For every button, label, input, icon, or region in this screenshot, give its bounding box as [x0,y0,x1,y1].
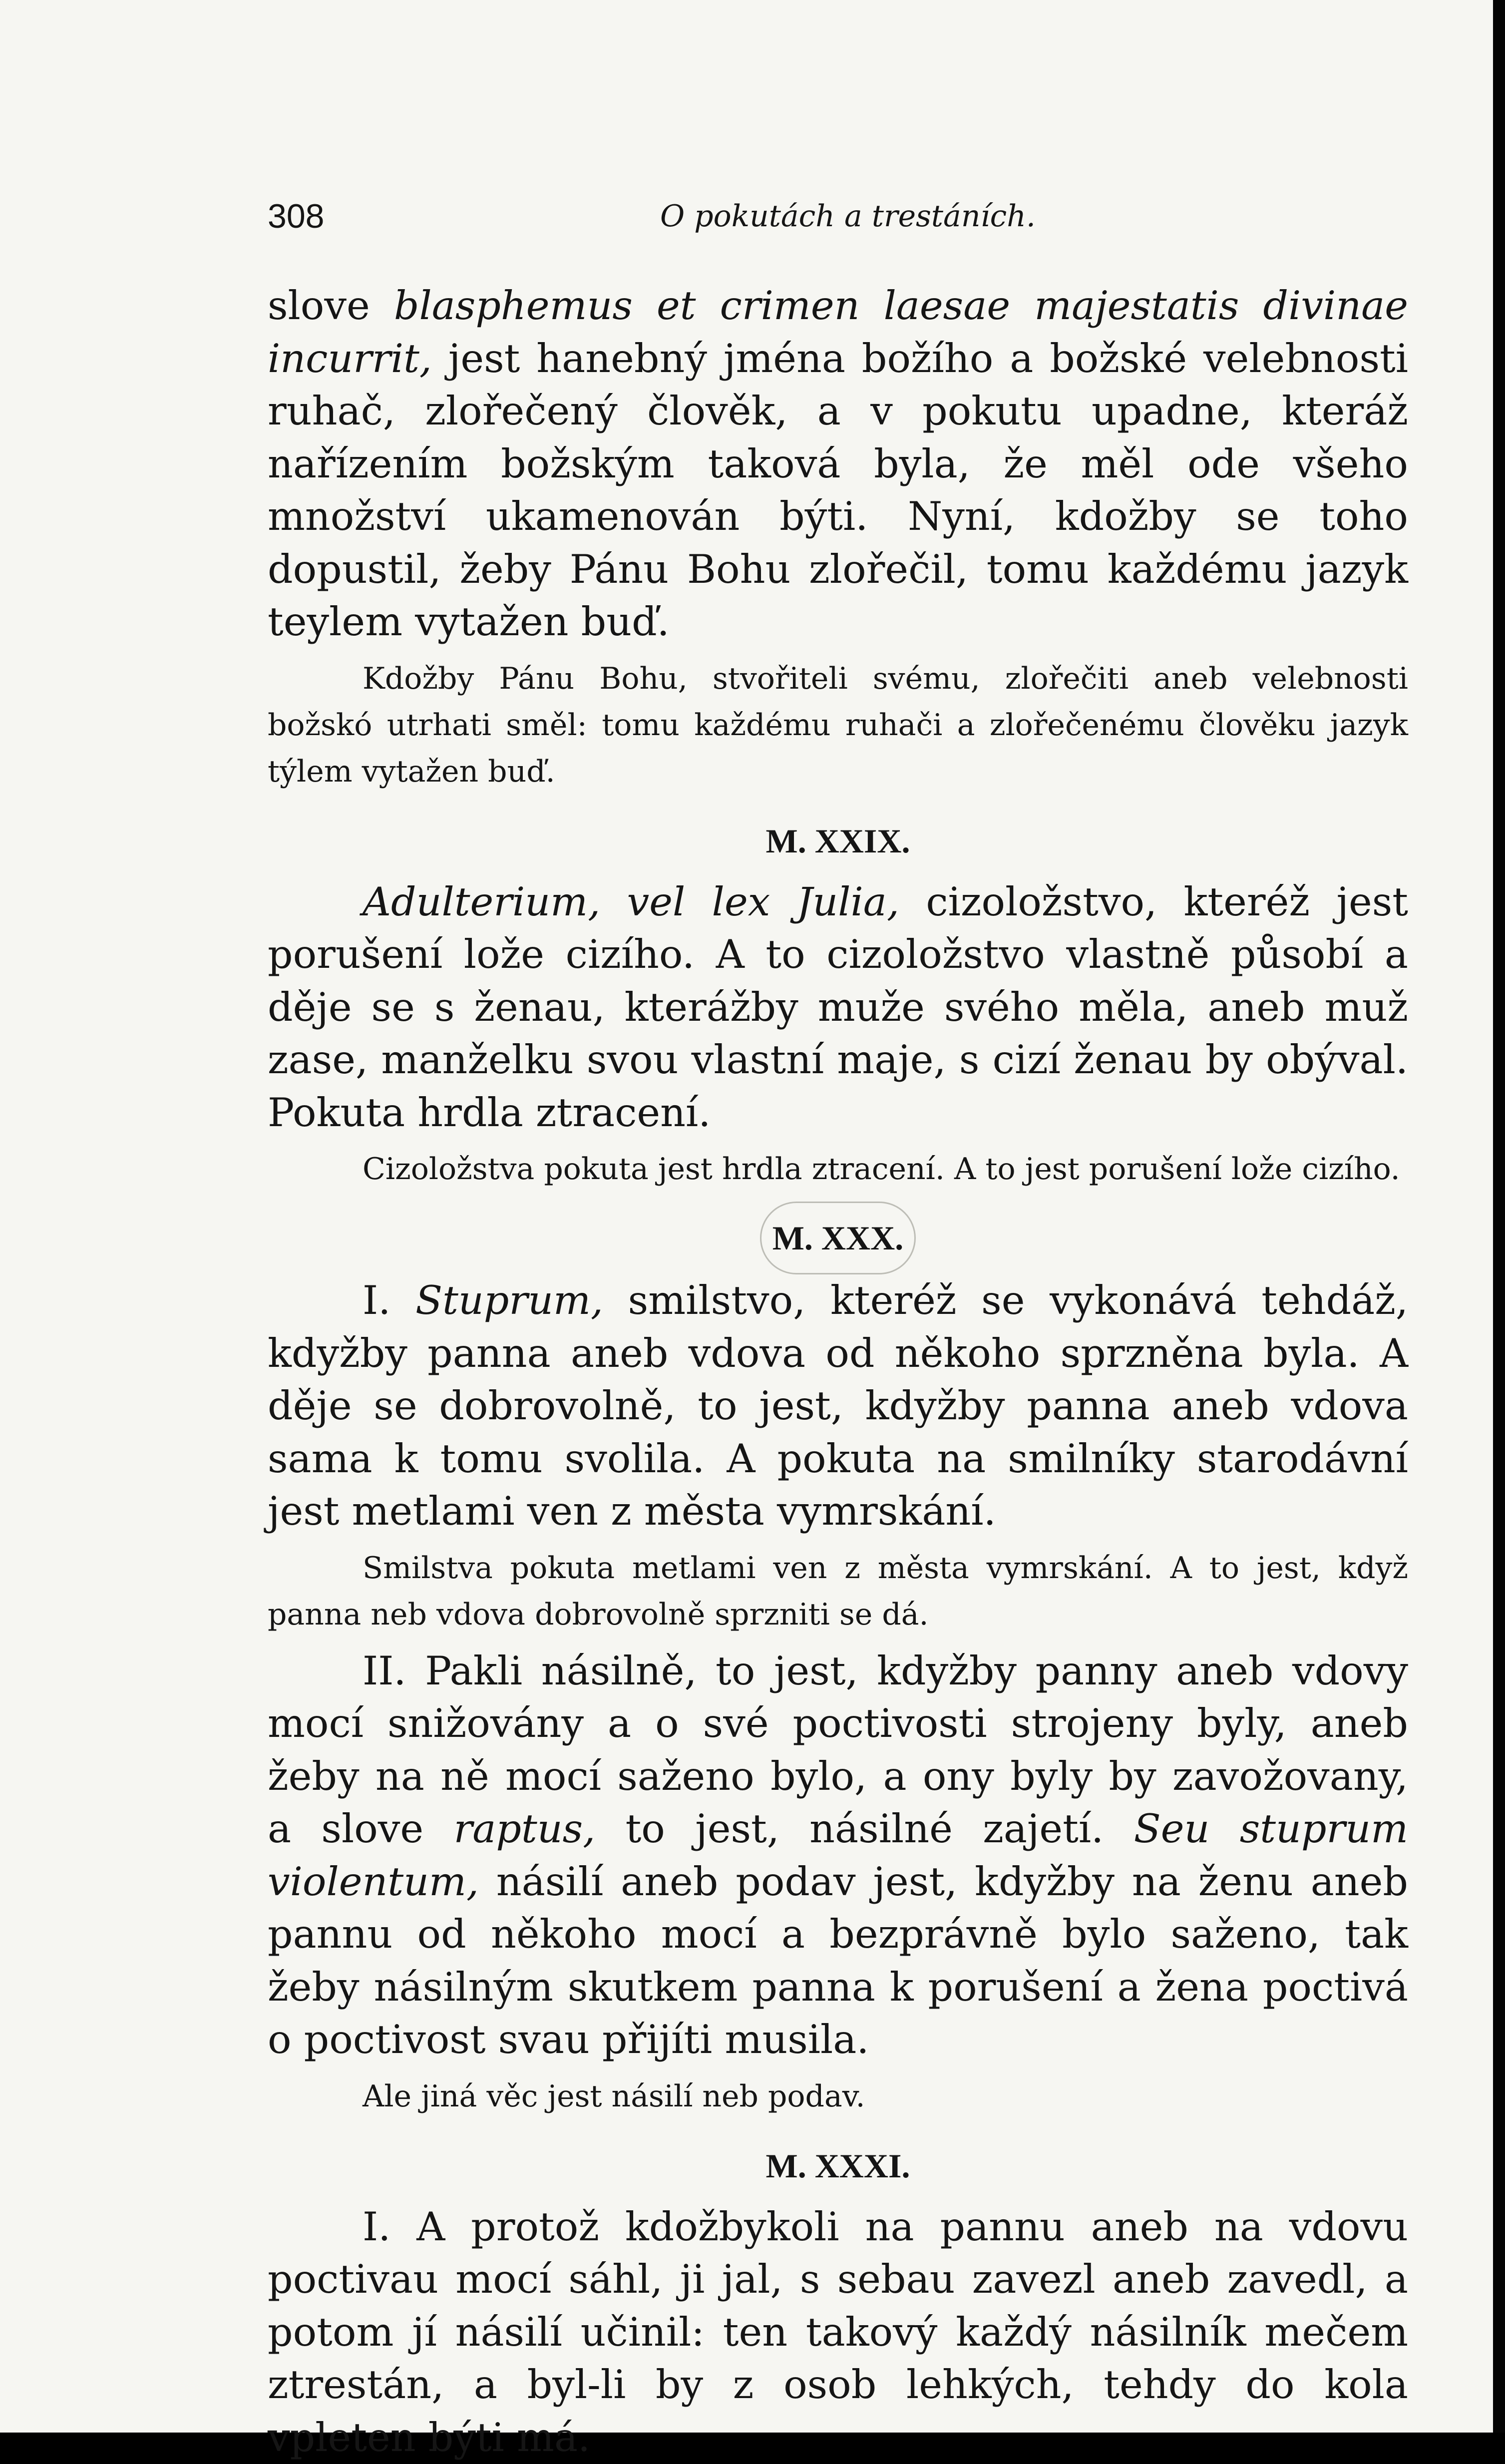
scan-edge [1493,0,1505,2433]
paragraph-violence: I. A protož kdožbykoli na pannu aneb na vdovu poctivau mocí sáhl, ji jal, s sebau zavezl aneb zavedl, a potom jí násilí učinil: ten takový každý násilník mečem ztrestán, a byl-li by z osob lehkých, tehdy do kola vpleten býti má. [268,2201,1408,2464]
latin-phrase: Stuprum, [415,1277,603,1323]
paragraph-adultery [268,876,1408,1140]
paragraph-text: násilí aneb podav jest, kdyžby na ženu aneb pannu od někoho mocí a bezprávně bylo saženo, tak žeby násilným skutkem panna k porušení a žena poctivá o poctivost svau přijíti musila. [268,1859,1408,2063]
running-head-title: O pokutách a trestáních. [660,189,1036,244]
paragraph-text: slove [268,283,394,329]
paragraph-text: I. [363,1277,415,1323]
latin-phrase: raptus, [454,1806,596,1852]
latin-phrase: Seu stuprum violentum, [268,1806,1408,1905]
paragraph-text: to jest, násilné zajetí. [595,1806,1133,1852]
section-heading-xxxi: M. XXXI. [268,2131,1408,2201]
marginal-summary-note: Cizoložstva pokuta jest hrdla ztracení. A to jest porušení lože cizího. [268,1146,1408,1193]
page-number: 308 [268,189,324,244]
text-block [268,280,1408,2464]
marginal-summary-note: Kdožby Pánu Bohu, stvořiteli svému, zlořečiti aneb velebnosti božskó utrhati směl: tomu každému ruhači a zlořečenému člověku jazyk týlem vytažen buď. [268,656,1408,795]
latin-phrase: Adulterium, vel lex Julia, [363,879,899,925]
section-heading-xxx [268,1202,1408,1274]
paragraph-text: jest hanebný jména božího a božské velebnosti ruhač, zlořečený člověk, a v pokutu upadne, kteráž nařízením božským taková byla, že měl ode všeho množství ukamenován býti. Nyní, kdožby se toho dopustil, žeby Pánu Bohu zlořečil, tomu každému jazyk teylem vytažen buď. [268,336,1408,645]
paragraph-stuprum [268,1274,1408,1538]
running-head [268,189,1416,244]
paragraph-text: smilstvo, kteréž se vykonává tehdáž, kdyžby panna aneb vdova od někoho sprzněna byla. A děje se dobrovolně, to jest, kdyžby panna aneb vdova sama k tomu svolila. A pokuta na smilníky starodávní jest metlami ven z města vymrskání. [268,1277,1408,1534]
marginal-summary-note: Smilstva pokuta metlami ven z města vymrskání. A to jest, když panna neb vdova dobrovolně sprzniti se dá. [268,1545,1408,1638]
paragraph-text: cizoložstvo, kteréž jest porušení lože cizího. A to cizoložstvo vlastně působí a děje se s ženau, kterážby muže svého měla, aneb muž zase, manželku svou vlastní maje, s cizí ženau by obýval. Pokuta hrdla ztracení. [268,879,1408,1136]
latin-phrase: blasphemus et crimen laesae majestatis divinae incurrit, [268,283,1408,382]
marginal-summary-note: Ale jiná věc jest násilí neb podav. [268,2073,1408,2120]
paragraph-raptus [268,1645,1408,2066]
paragraph-text: II. Pakli násilně, to jest, kdyžby panny aneb vdovy mocí snižovány a o své poctivosti strojeny byly, aneb žeby na ně mocí saženo bylo, a ony byly by zavožovany, a slove [268,1648,1408,1852]
section-heading-xxix: M. XXIX. [268,806,1408,876]
paragraph-blasphemy [268,280,1408,649]
circled-heading-text: M. XXX. [760,1202,916,1274]
